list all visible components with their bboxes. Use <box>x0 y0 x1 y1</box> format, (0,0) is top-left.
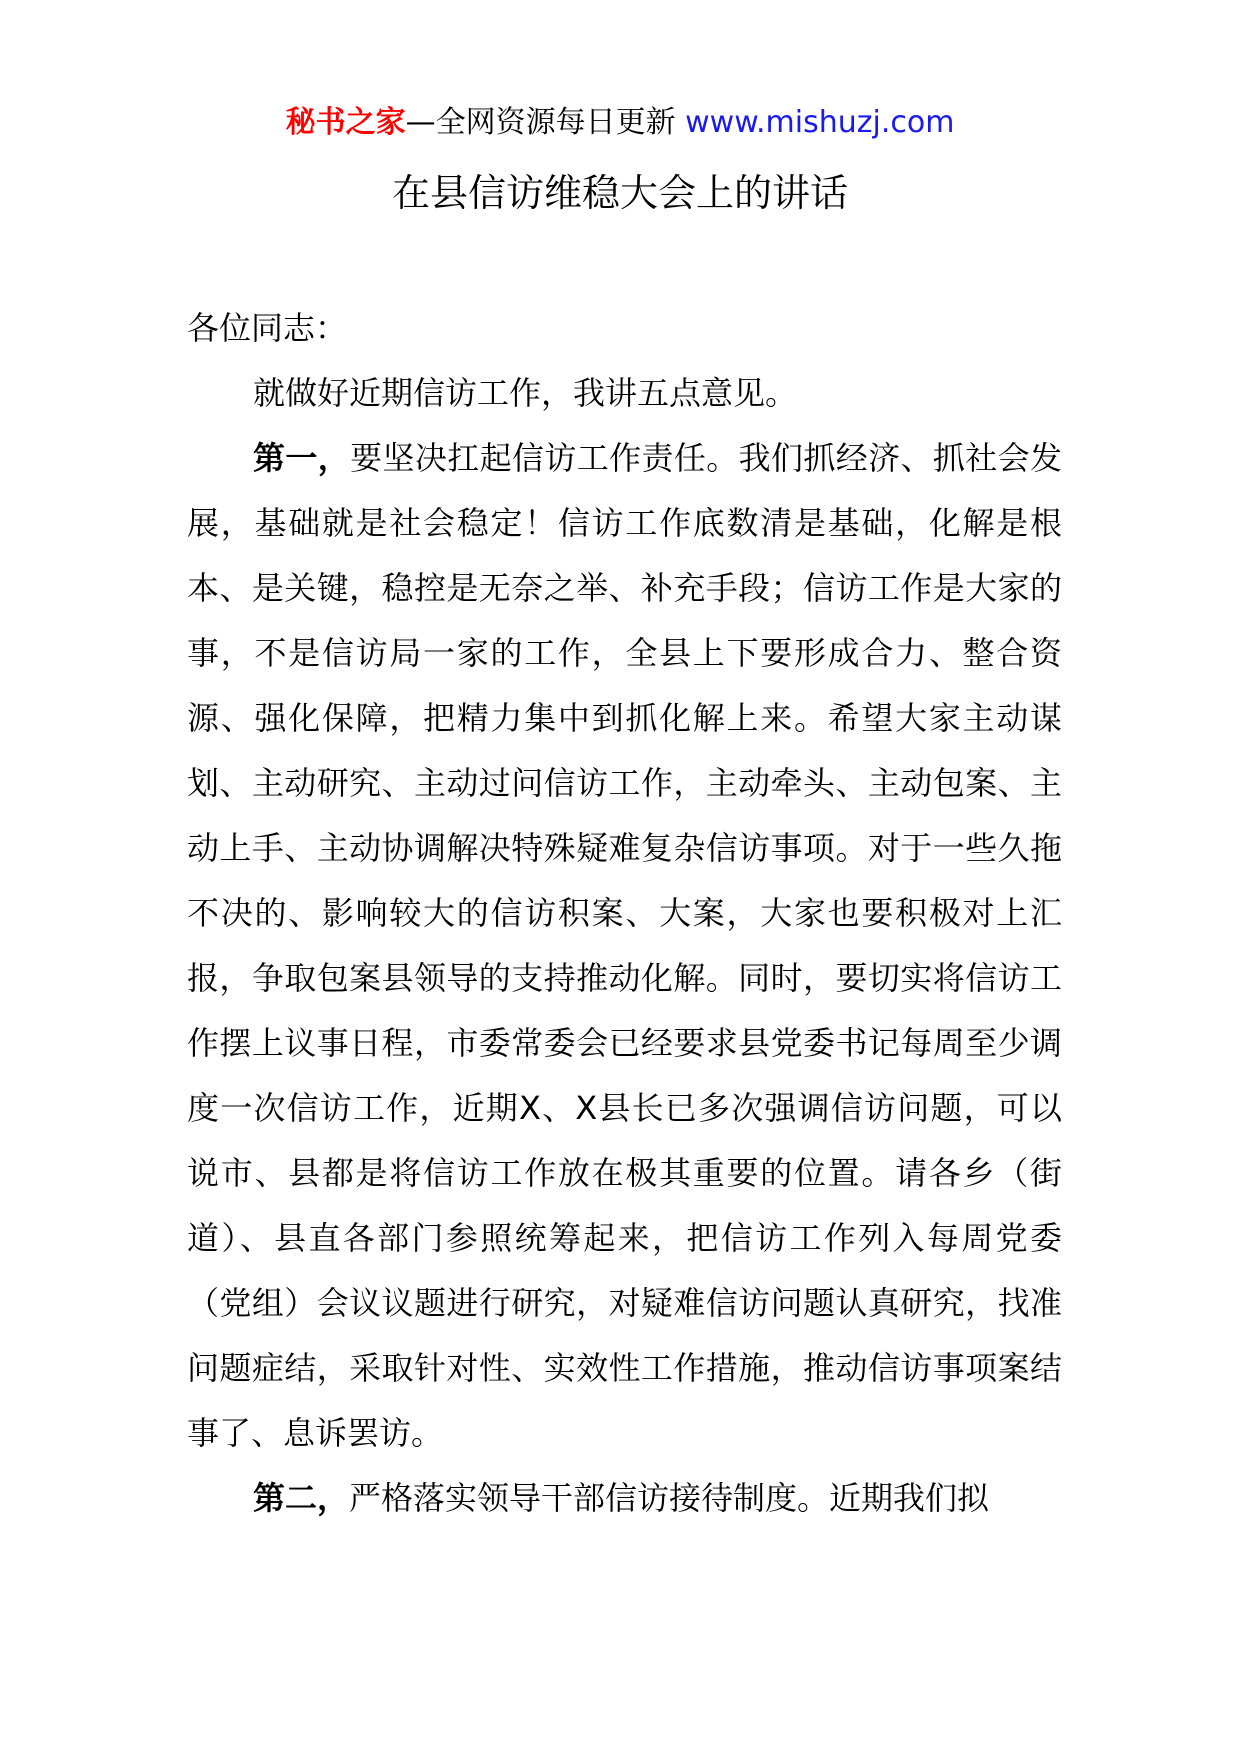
section-2-paragraph <box>187 1466 1062 1531</box>
document-body <box>187 296 1062 1531</box>
salutation: 各位同志： <box>187 309 348 347</box>
document-header <box>0 100 1240 146</box>
header-slogan: —全网资源每日更新 <box>405 105 686 140</box>
section-2-text: 严格落实领导干部信访接待制度。近期我们拟 <box>349 1479 990 1517</box>
section-1-text: 要坚决扛起信访工作责任。我们抓经济、抓社会发展，基础就是社会稳定！信访工作底数清是基础，化解是根本、是关键，稳控是无奈之举、补充手段；信访工作是大家的事，不是信访局一家的工作，全县上下要形成合力、整合资源、强化保障，把精力集中到抓化解上来。希望大家主动谋划、主动研究、主动过问信访工作，主动牵头、主动包案、主动上手、主动协调解决特殊疑难复杂信访事项。对于一些久拖不决的、影响较大的信访积案、大案，大家也要积极对上汇报，争取包案县领导的支持推动化解。同时，要切实将信访工作摆上议事日程，市委常委会已经要求县党委书记每周至少调度一次信访工作，近期X、X县长已多次强调信访问题，可以说市、县都是将信访工作放在极其重要的位置。请各乡（街道）、县直各部门参照统筹起来，把信访工作列入每周党委（党组）会议议题进行研究，对疑难信访问题认真研究，找准问题症结，采取针对性、实效性工作措施，推动信访事项案结事了、息诉罢访。 <box>187 439 1062 1452</box>
section-1-lead: 第一， <box>253 439 351 477</box>
section-1-paragraph <box>187 426 1062 1466</box>
document-title: 在县信访维稳大会上的讲话 <box>391 171 848 215</box>
section-2-lead: 第二， <box>253 1479 350 1517</box>
website-link[interactable]: www.mishuzj.com <box>685 105 955 140</box>
intro-paragraph: 就做好近期信访工作，我讲五点意见。 <box>253 374 798 412</box>
brand-name: 秘书之家 <box>285 105 406 140</box>
